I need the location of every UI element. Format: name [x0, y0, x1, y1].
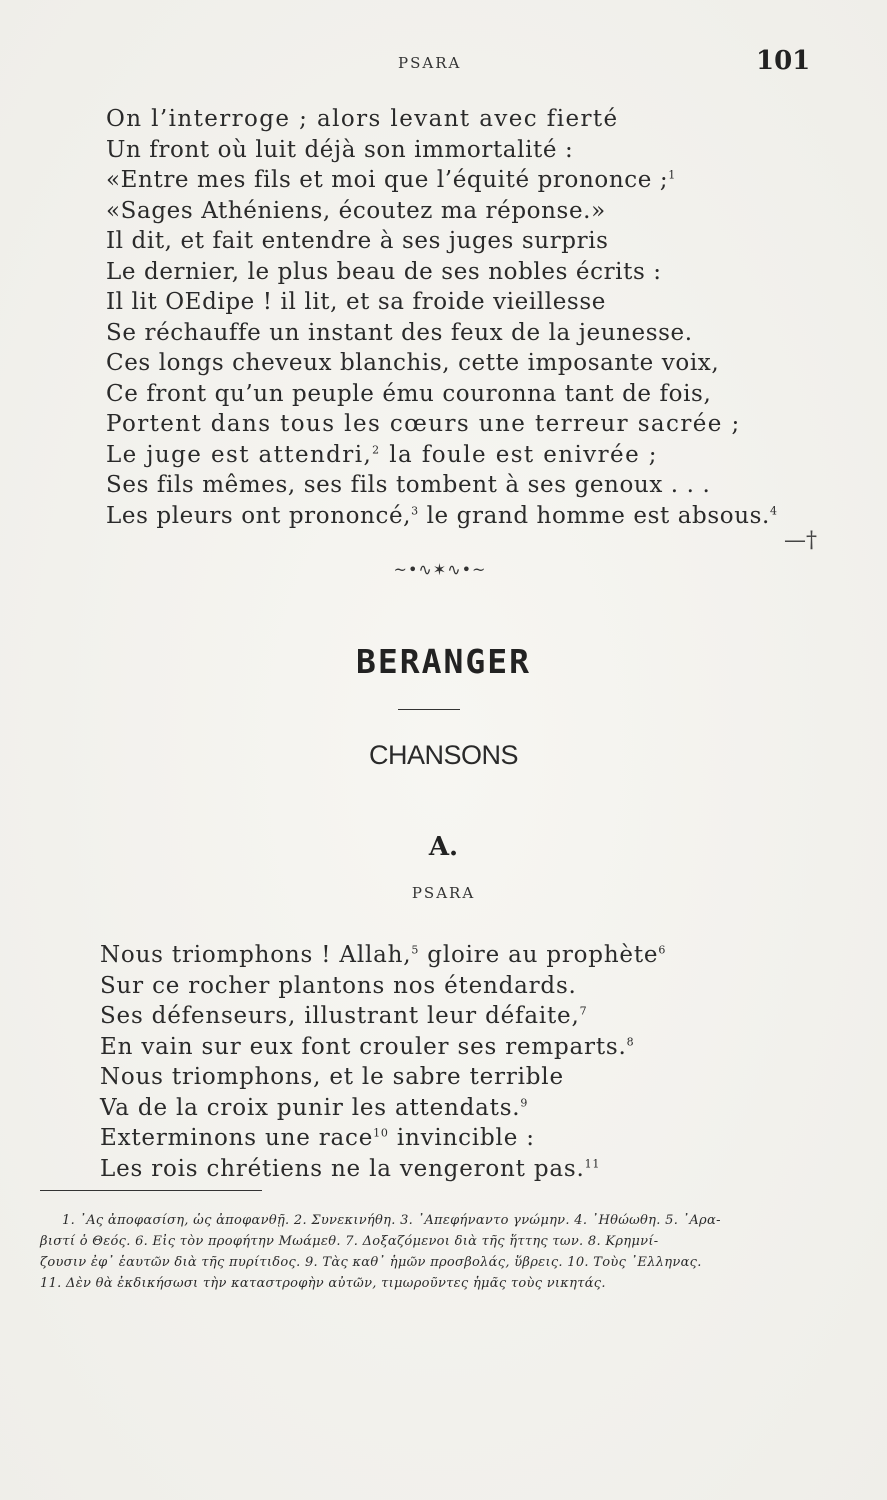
verse-line: Le dernier, le plus beau de ses nobles écrits : [106, 258, 662, 285]
verse-line: Le juge est attendri,$^2$ la foule est enivrée ; [106, 441, 658, 468]
poem-title: PSARA [411, 884, 476, 902]
verse-line: Les rois chrétiens ne la vengeront pas.$^{11}$ [100, 1155, 601, 1182]
footnotes [40, 1210, 802, 1294]
footnote-mark: 8 [626, 1034, 635, 1048]
verse-line: Nous triomphons ! Allah,$^5$ gloire au prophète$^6$ [100, 942, 667, 968]
running-head [0, 46, 887, 82]
footnote-line: ζουσιν ἐφ᾽ ἑαυτῶν διὰ τῆς πυρίτιδος. 9. Τὰς καθ᾽ ἡμῶν προσβολάς, ὕβρεις. 10. Τοὺς ᾽Ελληνας. [40, 1255, 702, 1270]
footnote-line: βιστί ὁ Θεός. 6. Εἰς τὸν προφήτην Μωάμεθ. 7. Δοξαζόμενοι διὰ τῆς ἥττης των. 8. Κρημνί- [40, 1234, 659, 1249]
footnote-mark: 4 [769, 503, 778, 517]
footnote-mark: 1 [668, 168, 676, 182]
footnote-mark: 9 [520, 1095, 529, 1109]
verse-line: Se réchauffe un instant des feux de la jeunesse. [106, 319, 693, 346]
page-number: 101 [756, 46, 811, 76]
verse-line: Ses défenseurs, illustrant leur défaite,$^7$ [100, 1003, 588, 1029]
verse-line: Il dit, et fait entendre à ses juges surpris [106, 228, 609, 254]
author-heading: BERANGER [356, 642, 531, 681]
section-letter: A. [428, 832, 459, 862]
footnote-line: 11. Δὲν θὰ ἐκδικήσωσι τὴν καταστροφὴν αὐτῶν, τιμωροῦντες ἡμᾶς τοὺς νικητάς. [40, 1276, 606, 1291]
verse-line: Va de la croix punir les attendats.$^9$ [100, 1094, 529, 1121]
footnote-mark: 7 [579, 1004, 588, 1018]
verse-line: Un front où luit déjà son immortalité : [106, 136, 574, 163]
ornament-divider: ~•∿✶∿•~ [393, 560, 487, 579]
verse-line: Ce front qu’un peuple ému couronna tant de fois, [106, 380, 712, 407]
verse-line: Exterminons une race$^{10}$ invincible : [100, 1125, 535, 1151]
footnote-mark: 3 [411, 503, 419, 517]
poem-continuation [106, 104, 826, 531]
verse-line: En vain sur eux font crouler ses remparts.$^8$ [100, 1033, 635, 1060]
section-subtitle: CHANSONS [368, 740, 519, 770]
margin-correction-mark: —† [784, 528, 817, 553]
footnote-rule [40, 1190, 262, 1191]
verse-line: Les pleurs ont prononcé,$^3$ le grand homme est absous.$^4$ [106, 502, 778, 529]
footnote-mark: 10 [373, 1126, 389, 1140]
verse-line: Ses fils mêmes, ses fils tombent à ses genoux . . . [106, 472, 711, 498]
heading-rule [398, 709, 460, 710]
verse-line: Nous triomphons, et le sabre terrible [100, 1064, 564, 1090]
poem-psara [100, 940, 800, 1184]
footnote-mark: 2 [372, 442, 381, 456]
footnote-mark: 5 [411, 943, 420, 957]
verse-line: Ces longs cheveux blanchis, cette imposante voix, [106, 350, 720, 376]
verse-line: Sur ce rocher plantons nos étendards. [100, 972, 577, 999]
footnote-mark: 11 [584, 1156, 601, 1170]
verse-line: On l’interroge ; alors levant avec fierté [106, 106, 619, 132]
verse-line: Il lit OEdipe ! il lit, et sa froide vieillesse [106, 289, 606, 315]
verse-line: «Sages Athéniens, écoutez ma réponse.» [106, 197, 606, 224]
footnote-mark: 6 [658, 943, 667, 957]
footnote-line: 1. ᾽Ας ἀποφασίση, ὡς ἀποφανθῇ. 2. Συνεκινήθη. 3. ᾿Απεφήναντο γνώμην. 4. ᾿Ηθώωθη. 5. ᾿Αρα- [62, 1213, 721, 1228]
verse-line: «Entre mes fils et moi que l’équité prononce ;$^1$ [106, 167, 676, 193]
verse-line: Portent dans tous les cœurs une terreur sacrée ; [106, 411, 741, 437]
running-title: PSARA [398, 54, 462, 72]
